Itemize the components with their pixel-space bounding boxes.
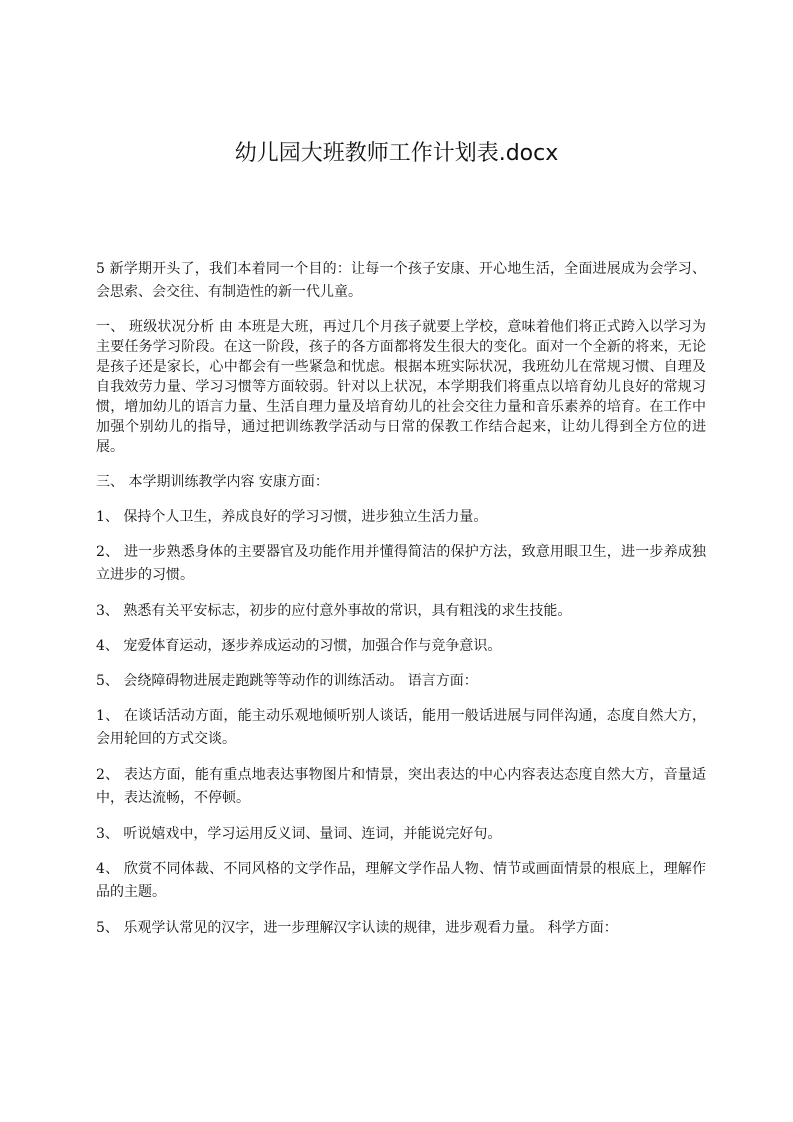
language-item-4: 4、 欣赏不同体裁、不同风格的文学作品，理解文学作品人物、情节或画面情景的根底上，理解作品的主题。 [96,861,706,900]
health-item-5-language-heading: 5、 会绕障碍物进展走跑跳等等动作的训练活动。 语言方面： [96,673,478,689]
section-heading-teaching-content: 三、 本学期训练教学内容 安康方面： [96,474,329,490]
health-item-1: 1、 保持个人卫生，养成良好的学习习惯，进步独立生活力量。 [96,509,488,525]
health-item-2: 2、 进一步熟悉身体的主要器官及功能作用并懂得简洁的保护方法，致意用眼卫生，进一步养成独立进步的习惯。 [96,544,706,583]
language-item-3: 3、 听说嬉戏中，学习运用反义词、量词、连词，并能说完好句。 [96,826,502,842]
health-item-4: 4、 宠爱体育运动，逐步养成运动的习惯，加强合作与竞争意识。 [96,638,502,654]
language-item-1: 1、 在谈话活动方面，能主动乐观地倾听别人谈话，能用一般话进展与同伴沟通，态度自然大方，会用轮回的方式交谈。 [96,708,706,747]
health-item-3: 3、 熟悉有关平安标志，初步的应付意外事故的常识，具有粗浅的求生技能。 [96,603,572,619]
language-item-2: 2、 表达方面，能有重点地表达事物图片和情景，突出表达的中心内容表达态度自然大方，音量适中，表达流畅，不停顿。 [96,767,706,806]
intro-paragraph: 5 新学期开头了，我们本着同一个目的：让每一个孩子安康、开心地生活，全面进展成为会学习、会思索、会交往、有制造性的新一代儿童。 [96,261,706,300]
language-item-5-science-heading: 5、 乐观学认常见的汉字，进一步理解汉字认读的规律，进步观看力量。 科学方面： [96,920,618,936]
document-title: 幼儿园大班教师工作计划表.docx [234,141,559,166]
class-analysis-paragraph: 一、 班级状况分析 由 本班是大班，再过几个月孩子就要上学校，意味着他们将正式跨入以学习为主要任务学习阶段。在这一阶段，孩子的各方面都将发生很大的变化。面对一个全新的将来，无论是孩子还是家长，心中都会有一些紧急和忧虑。根据本班实际状况，我班幼儿在常规习惯、自理及自我效劳力量、学习习惯等方面较弱。针对以上状况，本学期我们将重点以培育幼儿良好的常规习惯，增加幼儿的语言力量、生活自理力量及培育幼儿的社会交往力量和音乐素养的培育。在工作中加强个别幼儿的指导，通过把训练教学活动与日常的保教工作结合起来，让幼儿得到全方位的进展。 [96,319,706,455]
document-body [96,258,706,952]
